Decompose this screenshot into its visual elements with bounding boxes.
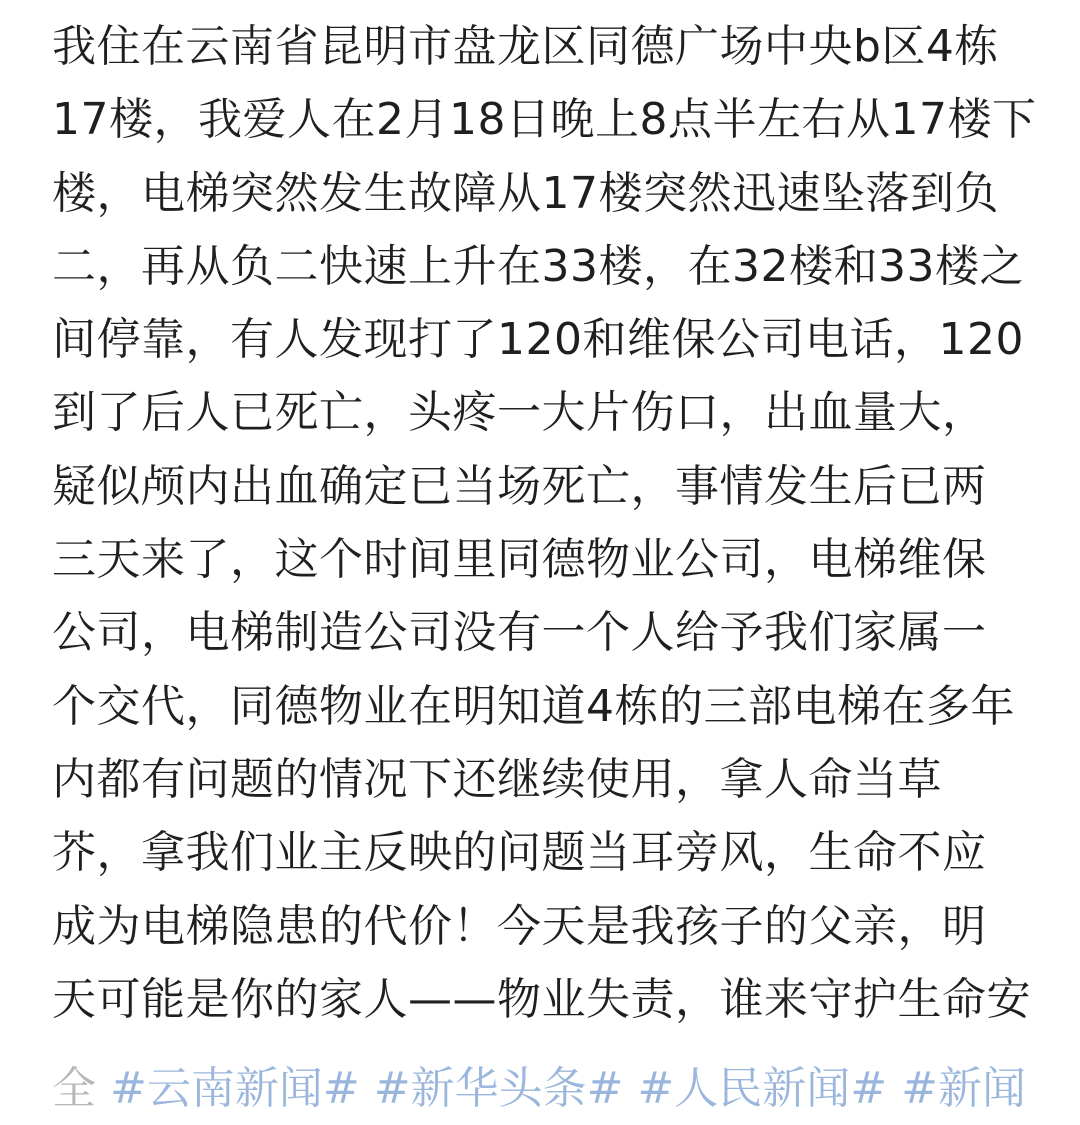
- hashtag-links[interactable]: #云南新闻# #新华头条# #人民新闻# #新闻: [110, 1063, 1027, 1114]
- post-text-line: 楼，电梯突然发生故障从17楼突然迅速坠落到负: [52, 167, 999, 219]
- post-text-line: 间停靠，有人发现打了120和维保公司电话，120: [52, 314, 1024, 366]
- cut-off-text-line: [52, 1040, 1062, 1114]
- post-body-text: [52, 10, 1042, 1036]
- post-text-line: 公司，电梯制造公司没有一个人给予我们家属一: [52, 607, 987, 659]
- post-text-line: 天可能是你的家人——物业失责，谁来守护生命安: [52, 973, 1031, 1025]
- post-text-line: 三天来了，这个时间里同德物业公司，电梯维保: [52, 534, 987, 586]
- post-text-line: 个交代，同德物业在明知道4栋的三部电梯在多年: [52, 680, 1015, 732]
- post-text-line: 内都有问题的情况下还继续使用，拿人命当草: [52, 753, 942, 805]
- post-text-line: 疑似颅内出血确定已当场死亡，事情发生后已两: [52, 460, 987, 512]
- post-text-line: 17楼，我爱人在2月18日晚上8点半左右从17楼下: [52, 94, 1037, 146]
- post-text-line: 我住在云南省昆明市盘龙区同德广场中央b区4栋: [52, 21, 999, 72]
- cut-off-start-text: 全: [52, 1063, 96, 1114]
- post-text-line: 成为电梯隐患的代价！今天是我孩子的父亲，明: [52, 900, 987, 952]
- cut-off-text: [52, 1052, 1062, 1125]
- post-text-line: 二，再从负二快速上升在33楼，在32楼和33楼之: [52, 240, 1024, 292]
- post-text-line: 芥，拿我们业主反映的问题当耳旁风，生命不应: [52, 827, 987, 879]
- post-text-line: 到了后人已死亡，头疼一大片伤口，出血量大，: [52, 387, 987, 439]
